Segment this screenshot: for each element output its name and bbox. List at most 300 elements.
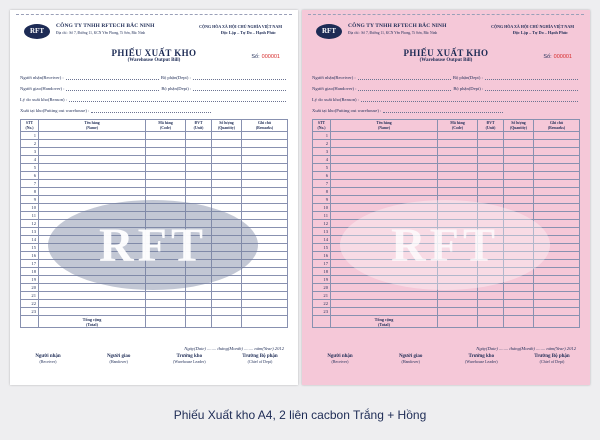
table-cell[interactable] xyxy=(242,284,288,292)
table-cell[interactable] xyxy=(478,268,504,276)
table-cell[interactable] xyxy=(39,164,146,172)
table-cell[interactable] xyxy=(438,260,478,268)
table-cell[interactable] xyxy=(478,196,504,204)
table-cell[interactable] xyxy=(504,228,534,236)
table-cell[interactable] xyxy=(534,164,580,172)
table-cell[interactable] xyxy=(504,300,534,308)
table-cell[interactable] xyxy=(331,276,438,284)
table-cell[interactable] xyxy=(242,204,288,212)
table-cell[interactable] xyxy=(438,148,478,156)
table-cell[interactable] xyxy=(504,140,534,148)
table-cell[interactable] xyxy=(438,180,478,188)
table-cell[interactable] xyxy=(504,180,534,188)
table-cell[interactable] xyxy=(478,132,504,140)
table-cell[interactable] xyxy=(478,308,504,316)
table-cell[interactable] xyxy=(504,268,534,276)
row-number: 20 xyxy=(313,284,331,292)
table-row xyxy=(313,180,580,188)
table-cell[interactable] xyxy=(534,292,580,300)
table-cell[interactable] xyxy=(534,252,580,260)
table-cell[interactable] xyxy=(331,252,438,260)
row-number: 6 xyxy=(313,172,331,180)
table-cell[interactable] xyxy=(146,148,186,156)
table-cell[interactable] xyxy=(212,196,242,204)
row-number: 3 xyxy=(21,148,39,156)
table-cell[interactable] xyxy=(212,204,242,212)
receiver-field[interactable] xyxy=(358,74,451,80)
table-cell[interactable] xyxy=(242,180,288,188)
company-logo: RFT xyxy=(316,24,342,39)
table-cell[interactable] xyxy=(478,244,504,252)
table-cell[interactable] xyxy=(534,212,580,220)
table-cell[interactable] xyxy=(438,196,478,204)
table-cell[interactable] xyxy=(39,188,146,196)
table-cell[interactable] xyxy=(504,164,534,172)
table-cell[interactable] xyxy=(212,308,242,316)
table-cell[interactable] xyxy=(186,148,212,156)
col-code: Mã hàng (Code) xyxy=(146,120,186,132)
table-row xyxy=(21,196,288,204)
table-cell[interactable] xyxy=(504,236,534,244)
table-cell[interactable] xyxy=(39,140,146,148)
row-number: 11 xyxy=(21,212,39,220)
table-cell[interactable] xyxy=(478,172,504,180)
table-row xyxy=(313,188,580,196)
signature-chief-of-dept: Trưởng Bộ phận (Chief of Dept) xyxy=(534,354,570,364)
table-cell[interactable] xyxy=(186,156,212,164)
table-cell[interactable] xyxy=(504,252,534,260)
table-cell[interactable] xyxy=(212,132,242,140)
table-cell[interactable] xyxy=(438,252,478,260)
table-cell[interactable] xyxy=(146,180,186,188)
table-cell[interactable] xyxy=(331,300,438,308)
table-cell[interactable] xyxy=(146,268,186,276)
table-cell[interactable] xyxy=(438,236,478,244)
table-cell[interactable] xyxy=(438,284,478,292)
table-cell[interactable] xyxy=(438,164,478,172)
warehouse-field[interactable] xyxy=(91,107,211,113)
table-row xyxy=(21,188,288,196)
table-cell[interactable] xyxy=(146,188,186,196)
row-number: 14 xyxy=(313,236,331,244)
table-cell[interactable] xyxy=(438,172,478,180)
table-cell[interactable] xyxy=(438,156,478,164)
table-cell[interactable] xyxy=(478,252,504,260)
table-cell[interactable] xyxy=(146,212,186,220)
table-cell[interactable] xyxy=(186,300,212,308)
table-cell[interactable] xyxy=(438,140,478,148)
table-cell[interactable] xyxy=(212,140,242,148)
table-cell[interactable] xyxy=(504,148,534,156)
table-cell[interactable] xyxy=(478,220,504,228)
table-cell[interactable] xyxy=(438,244,478,252)
table-cell[interactable] xyxy=(146,260,186,268)
table-cell[interactable] xyxy=(39,156,146,164)
table-cell[interactable] xyxy=(242,228,288,236)
table-cell[interactable] xyxy=(242,236,288,244)
table-cell[interactable] xyxy=(212,188,242,196)
table-cell[interactable] xyxy=(242,252,288,260)
table-cell[interactable] xyxy=(39,260,146,268)
table-cell[interactable] xyxy=(242,140,288,148)
perforation-line xyxy=(16,14,292,15)
table-cell[interactable] xyxy=(212,268,242,276)
table-row xyxy=(21,308,288,316)
handover-field[interactable] xyxy=(358,85,451,91)
table-cell[interactable] xyxy=(331,156,438,164)
table-cell[interactable] xyxy=(504,220,534,228)
national-title: CỘNG HÒA XÃ HỘI CHỦ NGHĨA VIỆT NAM xyxy=(199,24,282,29)
row-number: 4 xyxy=(313,156,331,164)
table-cell[interactable] xyxy=(39,292,146,300)
table-cell[interactable] xyxy=(146,140,186,148)
table-cell[interactable] xyxy=(146,308,186,316)
table-cell[interactable] xyxy=(186,188,212,196)
table-cell[interactable] xyxy=(534,140,580,148)
table-cell[interactable] xyxy=(146,236,186,244)
table-cell[interactable] xyxy=(242,276,288,284)
table-cell[interactable] xyxy=(504,260,534,268)
table-cell[interactable] xyxy=(186,180,212,188)
table-row xyxy=(313,196,580,204)
table-row xyxy=(21,244,288,252)
table-cell[interactable] xyxy=(212,148,242,156)
handover-dept-field[interactable] xyxy=(485,85,578,91)
receiver-line xyxy=(312,69,580,80)
row-number: 10 xyxy=(21,204,39,212)
table-cell[interactable] xyxy=(534,284,580,292)
table-cell[interactable] xyxy=(39,196,146,204)
table-cell[interactable] xyxy=(242,212,288,220)
table-cell[interactable] xyxy=(212,260,242,268)
table-cell[interactable] xyxy=(146,252,186,260)
serial-label: Số: xyxy=(251,54,260,60)
table-row xyxy=(21,164,288,172)
table-cell[interactable] xyxy=(186,236,212,244)
national-motto: Độc Lập – Tự Do – Hạnh Phúc xyxy=(512,30,568,35)
table-cell[interactable] xyxy=(39,204,146,212)
row-number: 10 xyxy=(313,204,331,212)
table-cell[interactable] xyxy=(212,292,242,300)
form-fields xyxy=(20,69,288,113)
table-cell[interactable] xyxy=(186,212,212,220)
table-cell[interactable] xyxy=(504,284,534,292)
table-cell[interactable] xyxy=(186,260,212,268)
table-cell[interactable] xyxy=(534,308,580,316)
table-cell[interactable] xyxy=(438,228,478,236)
table-cell[interactable] xyxy=(212,220,242,228)
table-cell[interactable] xyxy=(186,172,212,180)
receiver-dept-label: Bộ phận(Dept) : xyxy=(160,75,191,80)
table-cell[interactable] xyxy=(478,148,504,156)
table-row xyxy=(313,140,580,148)
table-cell[interactable] xyxy=(534,276,580,284)
handover-dept-label: Bộ phận(Dept) : xyxy=(161,86,192,91)
table-cell[interactable] xyxy=(146,284,186,292)
table-cell[interactable] xyxy=(331,284,438,292)
table-cell[interactable] xyxy=(146,220,186,228)
table-cell[interactable] xyxy=(478,284,504,292)
table-cell[interactable] xyxy=(146,132,186,140)
table-cell[interactable] xyxy=(478,164,504,172)
table-cell[interactable] xyxy=(242,308,288,316)
table-cell[interactable] xyxy=(146,196,186,204)
table-cell[interactable] xyxy=(186,220,212,228)
company-logo: RFT xyxy=(24,24,50,39)
table-cell[interactable] xyxy=(331,220,438,228)
table-cell[interactable] xyxy=(39,236,146,244)
table-cell[interactable] xyxy=(212,172,242,180)
table-cell[interactable] xyxy=(186,252,212,260)
table-cell[interactable] xyxy=(331,164,438,172)
table-cell[interactable] xyxy=(438,220,478,228)
receiver-dept-field[interactable] xyxy=(193,74,286,80)
total-row xyxy=(21,316,288,328)
company-address: Địa chỉ : Số 7, Đường 11, KCN Yên Phong, Tỉ Sơn, Bắc Ninh xyxy=(348,31,438,35)
table-cell[interactable] xyxy=(146,172,186,180)
form-subtitle: (Warehouse Output Bill) xyxy=(419,58,473,63)
warehouse-field[interactable] xyxy=(383,107,503,113)
table-cell[interactable] xyxy=(534,228,580,236)
table-cell[interactable] xyxy=(212,276,242,284)
table-cell[interactable] xyxy=(478,236,504,244)
table-cell[interactable] xyxy=(212,300,242,308)
table-cell[interactable] xyxy=(331,292,438,300)
table-cell[interactable] xyxy=(146,156,186,164)
table-cell[interactable] xyxy=(242,164,288,172)
table-cell[interactable] xyxy=(478,156,504,164)
row-number: 1 xyxy=(21,132,39,140)
table-cell[interactable] xyxy=(146,204,186,212)
table-cell[interactable] xyxy=(331,268,438,276)
table-row xyxy=(313,268,580,276)
table-cell[interactable] xyxy=(438,268,478,276)
table-cell[interactable] xyxy=(146,228,186,236)
table-cell[interactable] xyxy=(39,228,146,236)
table-cell[interactable] xyxy=(478,292,504,300)
table-cell[interactable] xyxy=(186,196,212,204)
receiver-dept-field[interactable] xyxy=(485,74,578,80)
table-row xyxy=(313,284,580,292)
table-cell[interactable] xyxy=(39,300,146,308)
row-number: 7 xyxy=(21,180,39,188)
table-cell[interactable] xyxy=(186,244,212,252)
table-cell[interactable] xyxy=(242,244,288,252)
signature-handover: Người giao (Handover) xyxy=(106,354,131,364)
table-cell[interactable] xyxy=(186,268,212,276)
table-cell[interactable] xyxy=(438,276,478,284)
table-row xyxy=(21,156,288,164)
table-cell[interactable] xyxy=(438,188,478,196)
table-cell[interactable] xyxy=(186,228,212,236)
table-cell[interactable] xyxy=(534,180,580,188)
table-cell[interactable] xyxy=(331,260,438,268)
receiver-field[interactable] xyxy=(66,74,159,80)
table-cell[interactable] xyxy=(39,220,146,228)
table-row xyxy=(313,172,580,180)
table-cell[interactable] xyxy=(212,228,242,236)
table-cell[interactable] xyxy=(504,172,534,180)
table-cell[interactable] xyxy=(39,132,146,140)
row-number: 12 xyxy=(21,220,39,228)
col-code: Mã hàng (Code) xyxy=(438,120,478,132)
table-cell[interactable] xyxy=(242,188,288,196)
table-cell[interactable] xyxy=(504,188,534,196)
form-header xyxy=(312,22,580,49)
table-cell[interactable] xyxy=(212,244,242,252)
table-cell[interactable] xyxy=(331,308,438,316)
table-cell[interactable] xyxy=(186,276,212,284)
table-cell[interactable] xyxy=(534,268,580,276)
table-cell[interactable] xyxy=(331,228,438,236)
row-number: 20 xyxy=(21,284,39,292)
table-cell[interactable] xyxy=(478,212,504,220)
handover-dept-field[interactable] xyxy=(193,85,286,91)
table-cell[interactable] xyxy=(212,284,242,292)
table-cell[interactable] xyxy=(478,204,504,212)
table-cell[interactable] xyxy=(242,148,288,156)
table-cell[interactable] xyxy=(331,196,438,204)
table-cell[interactable] xyxy=(186,308,212,316)
table-cell[interactable] xyxy=(534,236,580,244)
table-row xyxy=(313,308,580,316)
row-number: 9 xyxy=(313,196,331,204)
table-cell[interactable] xyxy=(146,300,186,308)
form-title: PHIẾU XUẤT KHO xyxy=(403,48,489,58)
table-cell[interactable] xyxy=(478,228,504,236)
table-cell[interactable] xyxy=(212,156,242,164)
table-cell[interactable] xyxy=(534,260,580,268)
table-cell[interactable] xyxy=(331,236,438,244)
table-row xyxy=(21,284,288,292)
table-cell[interactable] xyxy=(504,212,534,220)
table-cell[interactable] xyxy=(242,196,288,204)
table-cell[interactable] xyxy=(146,276,186,284)
table-cell[interactable] xyxy=(146,292,186,300)
table-cell[interactable] xyxy=(212,180,242,188)
reason-field[interactable] xyxy=(69,96,286,102)
table-cell[interactable] xyxy=(242,220,288,228)
table-cell[interactable] xyxy=(534,172,580,180)
row-number: 21 xyxy=(21,292,39,300)
handover-field[interactable] xyxy=(66,85,159,91)
table-cell[interactable] xyxy=(39,284,146,292)
table-cell[interactable] xyxy=(242,300,288,308)
table-cell[interactable] xyxy=(438,212,478,220)
table-cell[interactable] xyxy=(186,164,212,172)
table-cell[interactable] xyxy=(331,132,438,140)
table-cell[interactable] xyxy=(212,164,242,172)
table-cell[interactable] xyxy=(534,196,580,204)
table-cell[interactable] xyxy=(331,148,438,156)
perforation-line xyxy=(308,14,584,15)
table-cell[interactable] xyxy=(242,268,288,276)
table-cell[interactable] xyxy=(186,204,212,212)
table-cell[interactable] xyxy=(534,132,580,140)
table-cell[interactable] xyxy=(186,284,212,292)
table-cell[interactable] xyxy=(534,204,580,212)
table-cell[interactable] xyxy=(504,196,534,204)
table-cell[interactable] xyxy=(212,252,242,260)
table-row xyxy=(21,140,288,148)
table-cell[interactable] xyxy=(186,140,212,148)
serial-number xyxy=(251,54,280,60)
table-cell[interactable] xyxy=(331,140,438,148)
table-cell[interactable] xyxy=(146,244,186,252)
table-cell[interactable] xyxy=(478,140,504,148)
table-cell[interactable] xyxy=(186,132,212,140)
table-cell[interactable] xyxy=(331,204,438,212)
table-cell[interactable] xyxy=(438,300,478,308)
table-cell[interactable] xyxy=(331,188,438,196)
table-cell[interactable] xyxy=(331,244,438,252)
pink-copy-sheet xyxy=(302,10,590,385)
table-cell[interactable] xyxy=(39,180,146,188)
row-number: 13 xyxy=(21,228,39,236)
col-remarks: Ghi chú (Remarks) xyxy=(242,120,288,132)
table-cell[interactable] xyxy=(212,236,242,244)
table-cell[interactable] xyxy=(39,148,146,156)
table-cell[interactable] xyxy=(438,292,478,300)
table-cell[interactable] xyxy=(39,212,146,220)
table-cell[interactable] xyxy=(534,148,580,156)
row-number: 4 xyxy=(21,156,39,164)
table-cell[interactable] xyxy=(504,132,534,140)
image-caption: Phiếu Xuất kho A4, 2 liên cacbon Trắng + Hồng xyxy=(173,408,427,422)
table-cell[interactable] xyxy=(438,308,478,316)
table-cell[interactable] xyxy=(39,308,146,316)
table-cell[interactable] xyxy=(331,180,438,188)
table-cell[interactable] xyxy=(39,276,146,284)
table-cell[interactable] xyxy=(534,188,580,196)
table-cell[interactable] xyxy=(39,244,146,252)
table-cell[interactable] xyxy=(478,188,504,196)
table-cell[interactable] xyxy=(331,172,438,180)
table-cell[interactable] xyxy=(504,156,534,164)
table-cell[interactable] xyxy=(534,156,580,164)
table-cell[interactable] xyxy=(242,172,288,180)
reason-field[interactable] xyxy=(361,96,578,102)
table-cell[interactable] xyxy=(504,204,534,212)
table-cell[interactable] xyxy=(534,300,580,308)
table-cell[interactable] xyxy=(478,260,504,268)
table-cell[interactable] xyxy=(39,268,146,276)
table-cell[interactable] xyxy=(478,276,504,284)
table-cell[interactable] xyxy=(242,260,288,268)
table-cell[interactable] xyxy=(242,132,288,140)
table-cell[interactable] xyxy=(186,292,212,300)
table-cell[interactable] xyxy=(146,164,186,172)
form-title: PHIẾU XUẤT KHO xyxy=(111,48,197,58)
table-cell[interactable] xyxy=(504,276,534,284)
table-cell[interactable] xyxy=(242,292,288,300)
table-cell[interactable] xyxy=(438,204,478,212)
table-cell[interactable] xyxy=(39,172,146,180)
table-cell[interactable] xyxy=(534,220,580,228)
table-cell[interactable] xyxy=(504,308,534,316)
table-cell[interactable] xyxy=(534,244,580,252)
table-cell[interactable] xyxy=(478,300,504,308)
table-cell[interactable] xyxy=(39,252,146,260)
table-cell[interactable] xyxy=(504,244,534,252)
table-cell[interactable] xyxy=(242,156,288,164)
table-cell[interactable] xyxy=(212,212,242,220)
row-number: 5 xyxy=(313,164,331,172)
table-cell[interactable] xyxy=(478,180,504,188)
table-cell[interactable] xyxy=(504,292,534,300)
table-cell[interactable] xyxy=(331,212,438,220)
table-cell[interactable] xyxy=(438,132,478,140)
